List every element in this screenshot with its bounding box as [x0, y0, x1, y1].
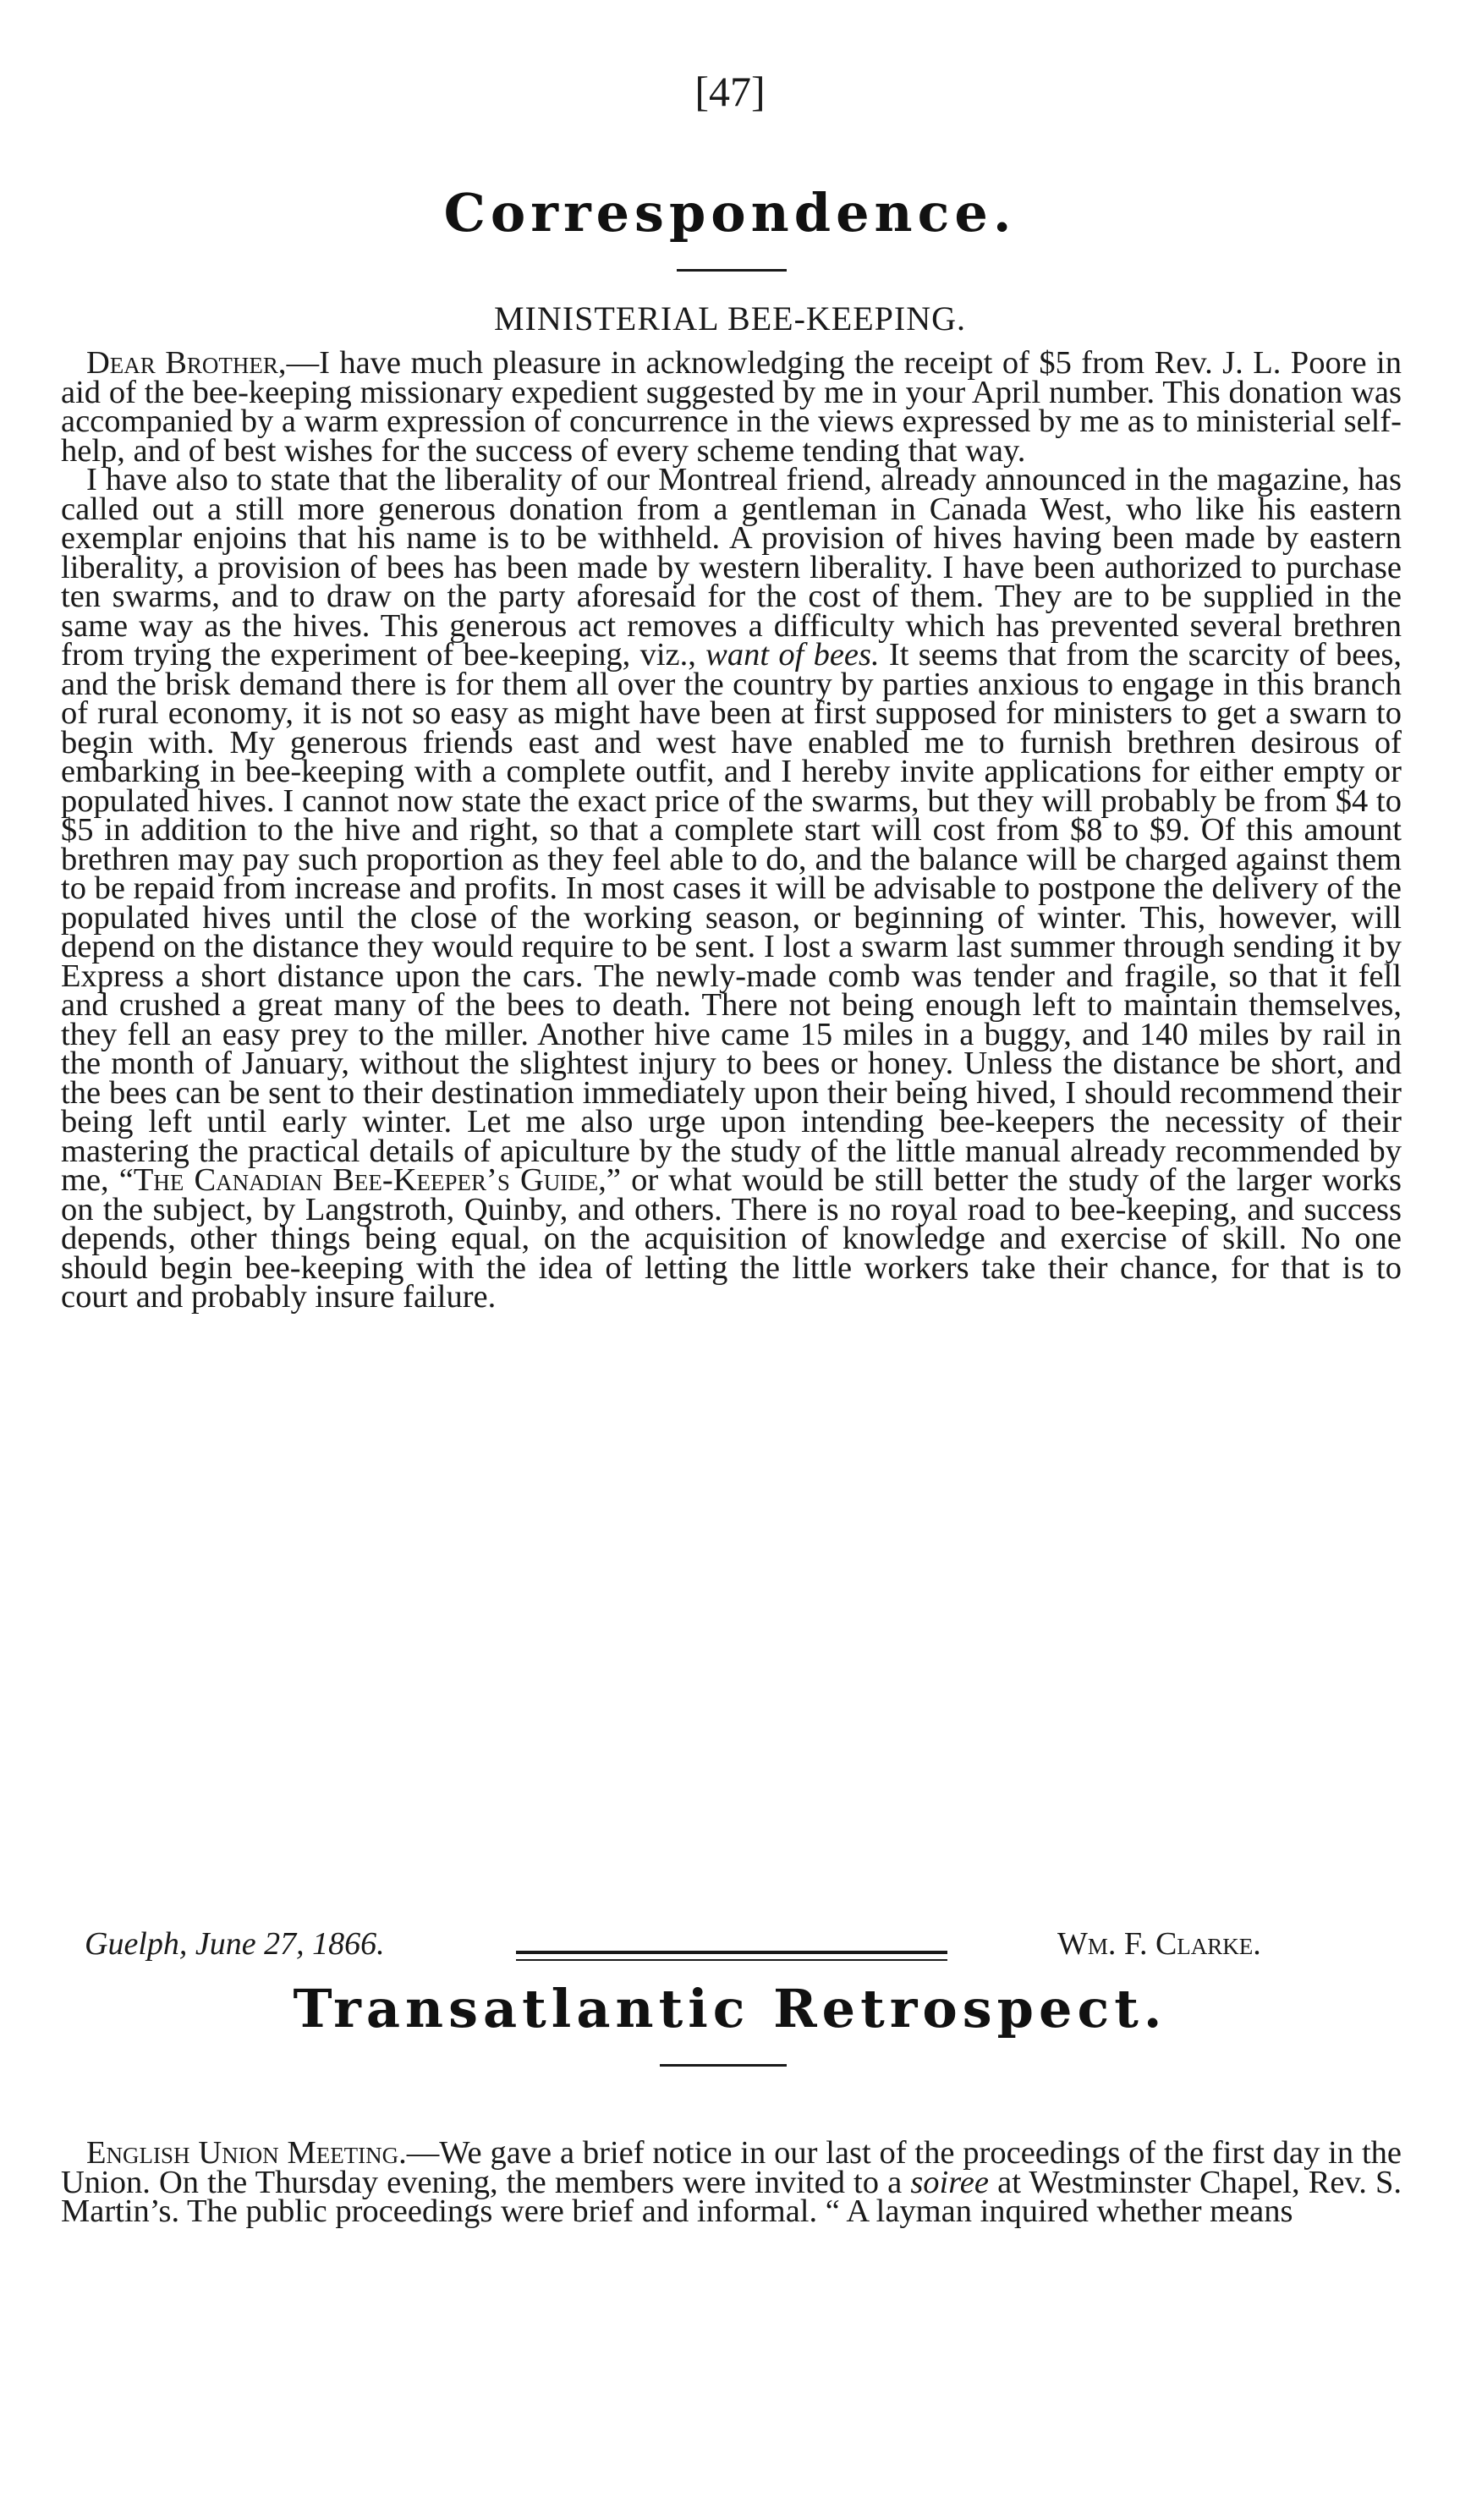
paragraph-text: It seems that from the scarcity of bees, and the brisk demand there is for them all over the country by parties anxious to engage in this branch of rural economy, it is not so easy as might have been at first supposed for ministers to get a swarn to begin with. My generous friends east and west have enabled me to furnish brethren desirous of embarking in bee-keeping with a complete outfit, and I hereby invite applications for either empty or populated hives. I cannot now state the exact price of the swarms, but they will probably be from $4 to $5 in addition to the hive and right, so that a complete start will cost from $8 to $9. Of this amount brethren may pay such proportion as they feel able to do, and the balance will be charged against them to be repaid from increase and profits. In most cases it will be advisable to postpone the delivery of the populated hives until the close of the working season, or beginning of winter. This, however, will depend on the distance they would require to be sent. I lost a swarm last summer through sending it by Express a short distance upon the cars. The newly-made comb was tender and fragile, so that it fell and crushed a great many of the bees to death. There not being enough left to maintain themselves, they fell an easy prey to the miller. Another hive came 15 miles in a buggy, and 140 miles by rail in the month of January, without the slightest injury to bees or honey. Unless the distance be short, and the bees can be sent to their destination immediately upon their being hived, I should recommend their being left until early winter. Let me also urge upon intending bee-keepers the necessity of their mastering the practical details of apiculture by the study of the little manual already recommended by me, “	[61, 637, 1402, 1198]
retrospect-body	[61, 2135, 1402, 2229]
letter-paragraph-1	[61, 345, 1402, 469]
heading-divider	[660, 2064, 787, 2067]
heading-divider	[677, 269, 787, 272]
page-number: [47]	[694, 68, 766, 115]
section-heading-retrospect: Transatlantic Retrospect.	[293, 1978, 1167, 2040]
italic-word: soiree	[910, 2164, 989, 2200]
italic-phrase: want of bees.	[705, 637, 880, 673]
letter-body	[61, 345, 1402, 1315]
signature-place-date: Guelph, June 27, 1866.	[85, 1926, 385, 1962]
retrospect-paragraph	[61, 2135, 1402, 2229]
section-heading-correspondence: Correspondence.	[443, 182, 1017, 244]
signature-name: Wm. F. Clarke.	[1057, 1926, 1261, 1962]
paragraph-text: at Westminster Chapel, Rev. S. Martin’s. The public proceedings were brief and informal. “ A layman inquired whether means	[61, 2164, 1402, 2229]
section-divider-thick	[516, 1951, 947, 1954]
article-title: MINISTERIAL BEE-KEEPING.	[493, 299, 966, 338]
run-in-heading: English Union Meeting.	[86, 2135, 407, 2171]
letter-paragraph-2	[61, 462, 1402, 1315]
paragraph-text: ” or what would be still better the study of the larger works on the subject, by Langstroth, Quinby, and others. There is no royal road to bee-keeping, and success depends, other things being equal, on the acquisition of knowledge and exercise of skill. No one should begin bee-keeping with the idea of letting the little workers take their chance, for that is to court and probably insure failure.	[61, 1162, 1402, 1315]
book-title: The Canadian Bee-Keeper’s Guide,	[133, 1162, 607, 1198]
section-divider-thin	[516, 1959, 947, 1961]
salutation: Dear Brother,	[86, 345, 287, 381]
paragraph-text: —I have much pleasure in acknowledging the receipt of $5 from Rev. J. L. Poore in aid of the bee-keeping missionary expedient suggested by me in your April number. This donation was accompanied by a warm expression of concurrence in the views expressed by me as to ministerial self-help, and of best wishes for the success of every scheme tending that way.	[61, 345, 1402, 469]
paragraph-text: I have also to state that the liberality of our Montreal friend, already announced in the magazine, has called out a still more generous donation from a gentleman in Canada West, who like his eastern exemplar enjoins that his name is to be withheld. A provision of hives having been made by eastern liberality, a provision of bees has been made by western liberality. I have been authorized to purchase ten swarms, and to draw on the party aforesaid for the cost of them. They are to be supplied in the same way as the hives. This generous act removes a difficulty which has prevented several brethren from trying the experiment of bee-keeping, viz.,	[61, 462, 1402, 673]
paragraph-text: —We gave a brief notice in our last of the proceedings of the first day in the Union. On the Thursday evening, the members were invited to a	[61, 2135, 1402, 2200]
